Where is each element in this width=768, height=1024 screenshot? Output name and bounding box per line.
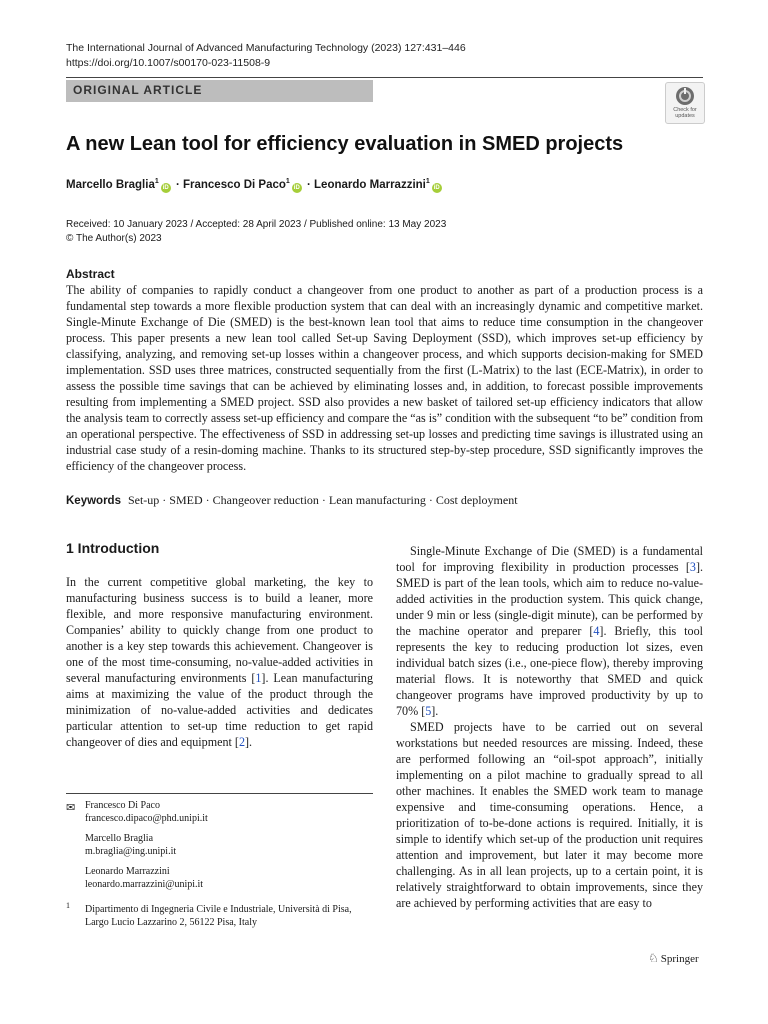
check-for-updates-icon[interactable] — [665, 82, 705, 124]
contact-name: Leonardo Marrazzini — [85, 866, 170, 877]
corresponding-author — [85, 799, 208, 825]
journal-header — [66, 41, 466, 71]
citation-link[interactable]: 4 — [593, 624, 600, 638]
body-paragraph: In the current competitive global marketing, the key to manufacturing business success is to build a leaner, more flexible, and more responsive manufacturing environment. Companies’ ability to quickly change from one product to another is a key step towards this achievement. Changeover is one of the most time-consuming, no-value-added activities in several manufacturing environments [1]. Lean manufacturing aims at maximizing the value of the product through the minimization of no-value-added activities and dedicates particular attention to set-up time reduction to get rapid changeover of dies and equipment [2]. — [66, 575, 373, 749]
orcid-icon[interactable]: iD — [293, 184, 300, 191]
author-affiliation: 1 — [285, 178, 290, 185]
keywords — [66, 493, 518, 508]
author-name[interactable]: Francesco Di Paco — [182, 178, 286, 191]
body-paragraph: Single-Minute Exchange of Die (SMED) is a fundamental tool for improving flexibility in production processes [3]. SMED is part of the lean tools, which aim to reduce no-value-added activities in the production system. This quick change, under 9 min or less (single-digit minute), can be performed by the machine operator and preparer [4]. Briefly, this tool represents the key to reducing production lot sizes, even individual batch sizes (i.e., one-piece flow), thereby improving material flows. It is noteworthy that SMED and quick changeover programs have improved productivity by up to 70% [5]. — [396, 544, 703, 718]
author-contact — [85, 832, 176, 858]
citation-link[interactable]: 1 — [255, 671, 262, 685]
affiliation-number: 1 — [66, 901, 70, 910]
abstract-heading: Abstract — [66, 267, 115, 281]
contact-name: Francesco Di Paco — [85, 800, 160, 811]
footnote-rule — [66, 793, 373, 794]
article-type-banner — [66, 80, 373, 102]
check-updates-disc-icon — [675, 86, 695, 106]
keywords-list: Set-up · SMED · Changeover reduction · Lean manufacturing · Cost deployment — [127, 493, 518, 507]
author-name[interactable]: Marcello Braglia — [66, 178, 155, 191]
doi-link[interactable]: https://doi.org/10.1007/s00170-023-11508-9 — [66, 57, 271, 69]
orcid-icon[interactable]: iD — [162, 184, 169, 191]
affiliation-text: Dipartimento di Ingegneria Civile e Industriale, Università di Pisa, Largo Lucio Lazzarino 2, 56122 Pisa, Italy — [85, 904, 352, 928]
contact-email[interactable]: leonardo.marrazzini@unipi.it — [85, 879, 204, 890]
author-affiliation: 1 — [425, 178, 430, 185]
check-updates-label: Check for updates — [673, 107, 697, 119]
contact-email[interactable]: m.braglia@ing.unipi.it — [85, 846, 177, 857]
citation-link[interactable]: 5 — [425, 704, 432, 718]
abstract-text: The ability of companies to rapidly conduct a changeover from one product to another as part of a production process is a fundamental step towards a more flexible production system that can deal with an increasingly dynamic and competitive market. Single-Minute Exchange of Die (SMED) is the best-known lean tool that aims to reduce time consumption in the changeover process. This paper presents a new lean tool called Set-up Saving Deployment (SSD), which improves set-up efficiency by classifying, analyzing, and removing set-up losses within a changeover process, and which supports decision-making for SMED implementation. SSD uses three matrices, constructed sequentially from the first (L-Matrix) to the last (ECE-Matrix), in order to assess the possible time savings that can be achieved by eliminating losses and, in addition, to forecast possible improvements resulting from implementing a SMED project. SSD also provides a new basket of tailored set-up efficiency indicators that allow the analysis team to correctly assess set-up efficiency and compare the “as is” condition with the subsequent “to be” condition from an operational perspective. The effectiveness of SSD in addressing set-up losses and predicting time savings is illustrated using an industrial case study of a resin-doming machine. Thanks to its structured step-by-step procedure, SSD significantly improves the efficiency of the changeover process. — [66, 283, 703, 473]
citation-link[interactable]: 2 — [238, 735, 245, 749]
author-list: Marcello Braglia$^1$iD · Francesco Di Paco$^1$iD · Leonardo Marrazzini$^1$iD — [66, 178, 440, 191]
history-dates: Received: 10 January 2023 / Accepted: 28 April 2023 / Published online: 13 May 2023 — [66, 219, 447, 230]
body-paragraph: SMED projects have to be carried out on several workstations but needed resources are missing. Indeed, these are performed following an “oil-spot approach”, initially implementing on a pilot machine to gradually spread to all other machines. It enables the SMED work team to manage expensive and time-consuming operations. Hence, a prioritization of to-be-done actions is required. Initially, it is simple to identify which set-up of the production unit requires attention and improvement, but later it may become more challenging. As in all lean projects, up to a certain point, it is relatively straightforward to obtain improvements, since they are achieved by performing activities that are easy to — [396, 720, 703, 910]
contact-name: Marcello Braglia — [85, 833, 154, 844]
publication-dates — [66, 218, 446, 246]
header-rule — [66, 77, 703, 78]
section-heading: 1 Introduction — [66, 540, 160, 556]
orcid-icon[interactable]: iD — [433, 184, 440, 191]
right-column — [396, 543, 703, 911]
author-name[interactable]: Leonardo Marrazzini — [314, 178, 426, 191]
paper-title: A new Lean tool for efficiency evaluation in SMED projects — [66, 133, 624, 155]
contact-email[interactable]: francesco.dipaco@phd.unipi.it — [85, 813, 208, 824]
publisher-logo — [648, 951, 699, 965]
keywords-label: Keywords — [66, 495, 121, 507]
article-type-label: ORIGINAL ARTICLE — [73, 83, 203, 97]
citation-link[interactable]: 3 — [689, 560, 696, 574]
publisher-name: Springer — [660, 953, 699, 965]
springer-horse-icon: ♘ — [648, 951, 659, 965]
journal-citation: The International Journal of Advanced Manufacturing Technology (2023) 127:431–446 — [66, 42, 466, 54]
copyright-notice: © The Author(s) 2023 — [66, 233, 162, 244]
author-contact — [85, 865, 203, 891]
envelope-icon: ✉ — [66, 802, 76, 814]
author-affiliation: 1 — [154, 178, 159, 185]
left-column — [66, 574, 373, 750]
